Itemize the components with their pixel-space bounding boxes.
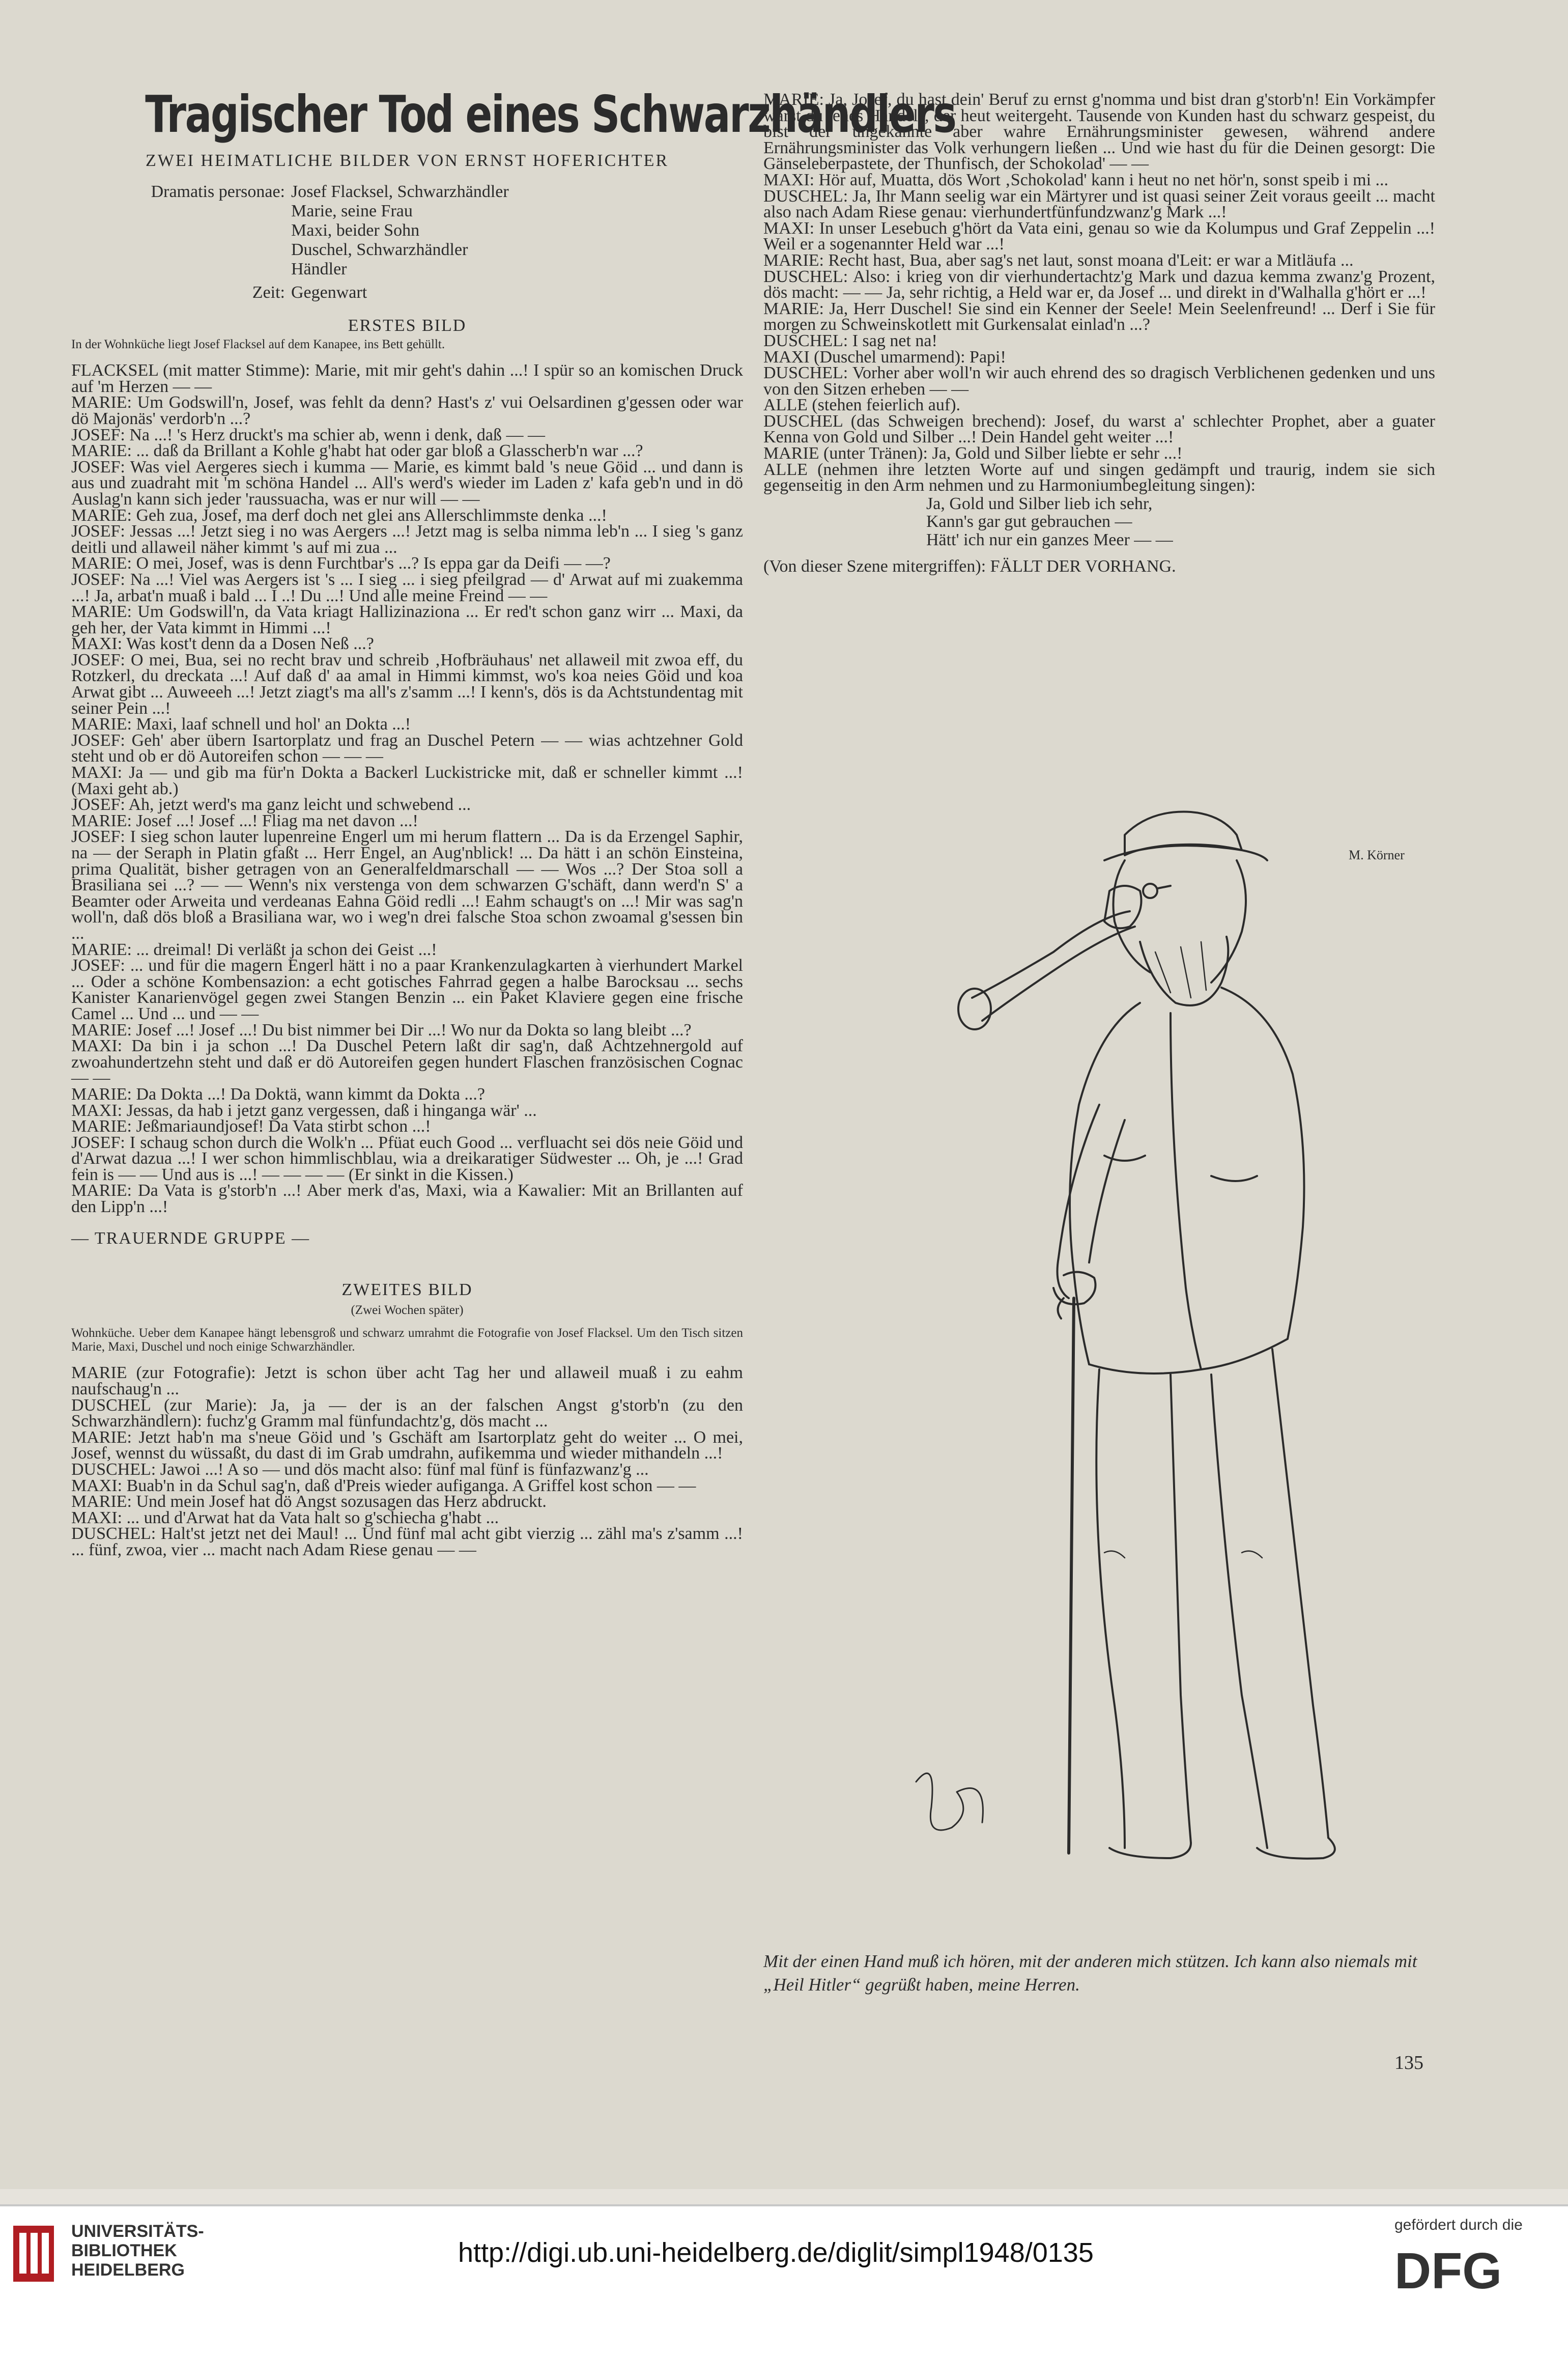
cast-list: [291, 182, 743, 279]
dfg-logo-text: DFG: [1394, 2245, 1502, 2296]
time-label: Zeit:: [252, 283, 285, 302]
scene-2-dialogue: MARIE (zur Fotografie): Jetzt is schon über acht Tag her und allaweil muaß i zu eahm naufschaug'n ... DUSCHEL (zur Marie): Ja, ja — der is an der falschen Angst g'storb'n (zu den Schwarzhändlern): fuchz'g Gramm mal fünfundachtz'g, dös macht ... MARIE: Jetzt hab'n ma s'neue Göid und 's Gschäft am Isartorplatz geht do weiter ... O mei, Josef, wennst du wüssaßt, du dast di im Grab umdrahn, aufikemma und wieder mithandeln ...! DUSCHEL: Jawoi ...! A so — und dös macht also: fünf mal fünf is fünfazwanz'g ... MAXI: Buab'n in da Schul sag'n, daß d'Preis wieder aufiganga. A Griffel kost schon — — MARIE: Und mein Josef hat dö Angst sozusagen das Herz abdruckt. MAXI: ... und d'Arwat hat da Vata halt so g'schiecha g'habt ... DUSCHEL: Halt'st jetzt net dei Maul! ... Und fünf mal acht gibt vierzig ... zähl ma's z'samm ...! ... fünf, zwoa, vier ... macht nach Adam Riese genau — —: [71, 1363, 743, 1559]
cast-member: Maxi, beider Sohn: [291, 220, 420, 240]
source-url-link[interactable]: http://digi.ub.uni-heidelberg.de/diglit/simpl1948/0135: [458, 2237, 1094, 2268]
scene-2-subtitle: (Zwei Wochen später): [351, 1303, 464, 1317]
curtain-line: (Von dieser Szene mitergriffen): FÄLLT DER VORHANG.: [763, 556, 1176, 576]
cast-label: Dramatis personae:: [151, 182, 285, 201]
song-line: Hätt' ich nur ein ganzes Meer — —: [926, 530, 1173, 550]
scene-1-title: ERSTES BILD: [348, 316, 467, 335]
cast-member: Duschel, Schwarzhändler: [291, 240, 468, 259]
scene-1-dialogue: FLACKSEL (mit matter Stimme): Marie, mit mir geht's dahin ...! I spür so an komischen Druck auf 'm Herzen — — MARIE: Um Godswill'n, Josef, was fehlt da denn? Hast's z' vui Oelsardinen g'gessen oder war dö Majonäs' verdorb'n ...? JOSEF: Na ...! 's Herz druckt's ma schier ab, wenn i denk, daß — — MARIE: ... daß da Brillant a Kohle g'habt hat oder gar bloß a Glasscherb'n war ...? JOSEF: Was viel Aergeres siech i kumma — Marie, es kimmt bald 's neue Göid ... und dann is aus und zuadraht mit 'm schöna Handel ... All's werd's wieder im Laden z' kafa geb'n und in dö Auslag'n kann sich jeder 'raussuacha, was er nur will — — MARIE: Geh zua, Josef, ma derf doch net glei ans Allerschlimmste denka ...! JOSEF: Jessas ...! Jetzt sieg i no was Aergers ...! Jetzt mag is selba nimma leb'n ... I sieg 's ganz deitli und allaweil näher kimmt 's auf mi zua ... MARIE: O mei, Josef, was is denn Furchtbar's ...? Is eppa gar da Deifi — —? JOSEF: Na ...! Viel was Aergers ist 's ... I sieg ... i sieg pfeilgrad — d' Arwat auf mi zuakemma ...! Ja, arbat'n muaß i bald ... I ..! Du ...! Und alle meine Freind — — MARIE: Um Godswill'n, da Vata kriagt Hallizinaziona ... Er red't schon ganz wirr ... Maxi, da geh her, der Vata kimmt in Himmi ...! MAXI: Was kost't denn da a Dosen Neß ...? JOSEF: O mei, Bua, sei no recht brav und schreib ‚Hofbräuhaus' net allaweil mit zwoa eff, du Rotzkerl, du dreckata ...! Auf daß d' aa amal in Himmi kimmst, wo's koa neies Göid und koa Arwat gibt ... Auweeeh ...! Jetzt ziagt's ma all's z'samm ...! I kenn's, dös is da Achtstundentag mit seiner Pein ...! MARIE: Maxi, laaf schnell und hol' an Dokta ...! JOSEF: Geh' aber übern Isartorplatz und frag an Duschel Petern — — wias achtzehner Gold steht und ob er dö Autoreifen schon — — — MAXI: Ja — und gib ma für'n Dokta a Backerl Luckistricke mit, daß er schneller kimmt ...! (Maxi geht ab.) JOSEF: Ah, jetzt werd's ma ganz leicht und schwebend ... MARIE: Josef ...! Josef ...! Fliag ma net davon ...! JOSEF: I sieg schon lauter lupenreine Engerl um mi herum flattern ... Da is da Erzengel Saphir, na — der Seraph in Platin gfaßt ... Herr Engel, an Aug'nblick! ... Da hätt i an schön Einsteina, prima Qualität, bisher getragen von an Generalfeldmarschall — — Wos ...? Der Stoa soll a Brasiliana sei ...? — — Wenn's nix verstenga von dem schwarzen G'schäft, dann werd'n S' a Beamter oder Arweita und verdeanas Eahna Göid redli ...! Eahm schaugt's on ...! Mir was sag'n woll'n, daß dös bloß a Brasiliana war, wo i weg'n drei falsche Stoa schon zwoamal g'sessen bin ... MARIE: ... dreimal! Di verläßt ja schon dei Geist ...! JOSEF: ... und für die magern Engerl hätt i no a paar Krankenzulagkarten à vierhundert Markel ... Oder a schöne Kombensazion: a echt gotisches Fahrrad gegen a halbe Barocksau ... sechs Kanister Kanarienvögel gegen zwei Stangen Benzin ... ein Paket Klaviere gegen eine frische Camel ... Und ... und — — MARIE: Josef ...! Josef ...! Du bist nimmer bei Dir ...! Wo nur da Dokta so lang bleibt ...? MAXI: Da bin i ja schon ...! Da Duschel Petern laßt dir sag'n, daß Achtzehnergold auf zwoahundertzehn steht und daß er dö Autoreifen gegen hundert Flaschen französischen Cognac — — MARIE: Da Dokta ...! Da Doktä, wann kimmt da Dokta ...? MAXI: Jessas, da hab i jetzt ganz vergessen, daß i hinganga wär' ... MARIE: Jeßmariaundjosef! Da Vata stirbt schon ...! JOSEF: I schaug schon durch die Wolk'n ... Pfüat euch Good ... verfluacht sei dös neie Göid und d'Arwat dazua ...! I wer schon himmlischblau, wia a dreikaratiger Südwester ... Oh, je ...! Grad fein is — — Und aus is ...! — — — — (Er sinkt in die Kissen.) MARIE: Da Vata is g'storb'n ...! Aber merk d'as, Maxi, wia a Kawalier: Mit an Brillanten auf den Lipp'n ...!: [71, 361, 743, 1217]
artist-credit: M. Körner: [1349, 848, 1405, 862]
time-row: [71, 283, 743, 302]
illustration-caption: Mit der einen Hand muß ich hören, mit der anderen mich stützen. Ich kann also niemals mit „Heil Hitler“ gegrüßt haben, meine Herren.: [763, 1951, 1417, 1995]
right-column: [763, 92, 1435, 574]
song-line: Kann's gar gut gebrauchen —: [926, 512, 1132, 531]
cast-member: Händler: [291, 259, 347, 278]
funding-label: gefördert durch die: [1394, 2217, 1523, 2233]
scene-2-title: ZWEITES BILD: [341, 1280, 473, 1300]
page-number: 135: [1394, 2052, 1423, 2073]
article-title: Tragischer Tod eines Schwarzhändlers: [145, 85, 956, 144]
time-value: Gegenwart: [291, 283, 367, 302]
cast-member: Josef Flacksel, Schwarzhändler: [291, 182, 509, 201]
dfg-logo-icon: [1394, 2245, 1547, 2296]
mourning-group-line: — TRAUERNDE GRUPPE —: [71, 1228, 310, 1248]
dramatis-personae: [71, 182, 743, 279]
scene-1-stage-direction: In der Wohnküche liegt Josef Flacksel auf dem Kanapee, ins Bett gehüllt.: [71, 338, 445, 352]
song-line: Ja, Gold und Silber lieb ich sehr,: [926, 494, 1153, 513]
library-name: UNIVERSITÄTS- BIBLIOTHEK HEIDELBERG: [71, 2222, 204, 2280]
footer-bar: [0, 2204, 1568, 2355]
cast-member: Marie, seine Frau: [291, 201, 413, 220]
article-subtitle: ZWEI HEIMATLICHE BILDER VON ERNST HOFERICHTER: [145, 151, 669, 170]
left-column: [71, 76, 956, 1559]
scene-2-dialogue-continued: MARIE: Ja, Josef, du hast dein' Beruf zu ernst g'nomma und bist dran g'storb'n! Ein Vorkämpfer warst du jenes Handels, der heut weitergeht. Tausende von Kunden hast du schwarz gespeist, du bist der ungekannte aber wahre Ernährungsminister gewesen, während andere Ernährungsminister das Volk verhungern ließen ... Und wie hast du für die Deinen gesorgt: Die Gänseleberpastete, der Thunfisch, der Schokolad' — — MAXI: Hör auf, Muatta, dös Wort ‚Schokolad' kann i heut no net hör'n, sonst speib i mi ... DUSCHEL: Ja, Ihr Mann seelig war ein Märtyrer und ist quasi seiner Zeit voraus geeilt ... macht also nach Adam Riese genau: vierhundertfünfundzwanz'g Mark ...! MAXI: In unser Lesebuch g'hört da Vata eini, genau so wie da Kolumpus und Graf Zeppelin ...! Weil er a sogenannter Held war ...! MARIE: Recht hast, Bua, aber sag's net laut, sonst moana d'Leit: er war a Mitläufa ... DUSCHEL: Also: i krieg von dir vierhundertachtz'g Mark und dazua kemma zwanz'g Prozent, dös macht: — — Ja, sehr richtig, a Held war er, da Josef ... und direkt in d'Walhalla g'hört er ...! MARIE: Ja, Herr Duschel! Sie sind ein Kenner der Seele! Mein Seelenfreund! ... Derf i Sie für morgen zu Schweinskotlett mit Gurkensalat einlad'n ...? DUSCHEL: I sag net na! MAXI (Duschel umarmend): Papi! DUSCHEL: Vorher aber woll'n wir auch ehrend des so dragisch Verblichenen gedenken und uns von den Sitzen erheben — — ALLE (stehen feierlich auf). DUSCHEL (das Schweigen brechend): Josef, du warst a' schlechter Prophet, aber a guater Kenna von Gold und Silber ...! Dein Handel geht weiter ...! MARIE (unter Tränen): Ja, Gold und Silber liebte er sehr ...! ALLE (nehmen ihre letzten Worte auf und singen gedämpft und traurig, indem sie sich gegenseitig in den Arm nehmen und zu Harmoniumbegleitung singen):: [763, 90, 1435, 495]
illustration-man-with-ear-trumpet: [886, 789, 1405, 1935]
scene-2-stage-direction: Wohnküche. Ueber dem Kanapee hängt lebensgroß und schwarz umrahmt die Fotografie von Josef Flacksel. Um den Tisch sitzen Marie, Maxi, Duschel und noch einige Schwarzhändler.: [71, 1326, 743, 1354]
